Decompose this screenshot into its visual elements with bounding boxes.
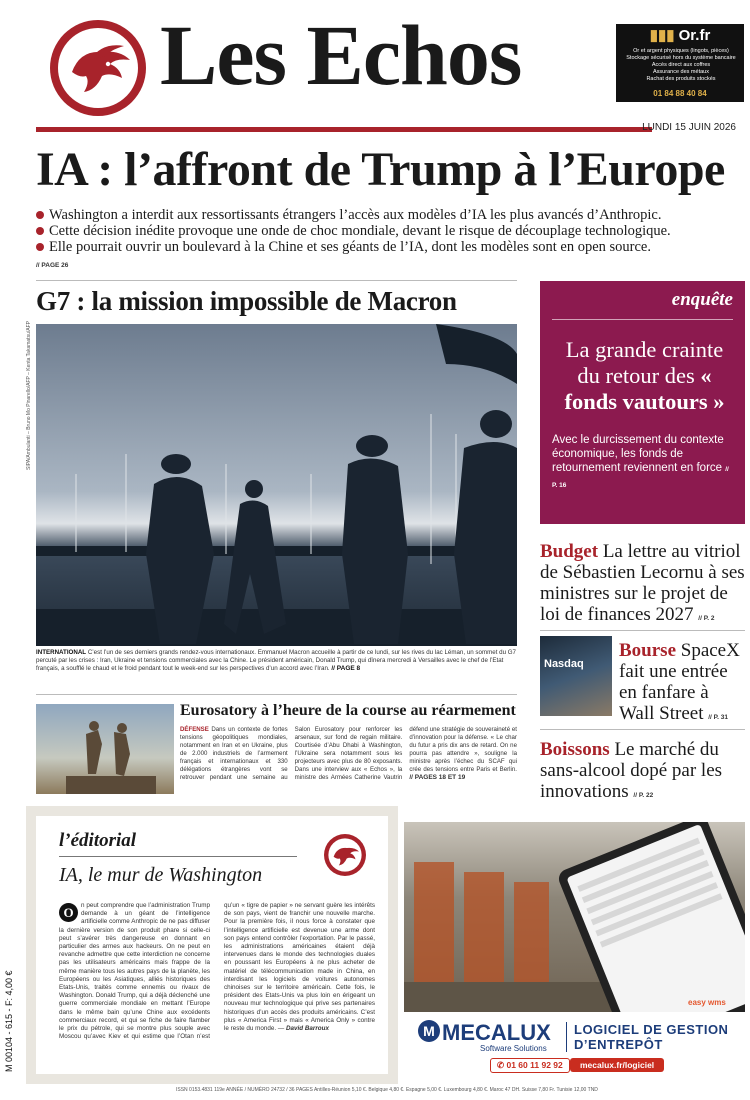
- editorial-body: O n peut comprendre que l’administration Trump demande à un géant de l’intelligence artificielle comme Anthropic de ne pas diffuser la dernière version de son produit phare si celle-ci peut s’avérer très dangereuse en donnant en particulier des armes aux hackeurs. On ne peut en revanche admettre que cette interdiction ne concerne pas les utilisateurs américains mais frappe de la même manière tous les autres pays de la planète, les Européens ou les Asiatiques, alliés historiques des Etats-Unis, traités comme ennemis ou rivaux de Washington. Donald Trump, qui a déjà déclenché une guerre commerciale mondiale en mettant l’Europe dans le même bain qu’une Chine aux excédents commerciaux record, et qui se fiche de faire flamber le prix du pétrole, qui se montre plus souple avec Moscou qu’avec Kiev et qui estime que l’Otan n’est qu’un « tigre de papier » ne servant guère les intérêts de son pays, vient de franchir une nouvelle marche. Pour la première fois, il nous force à constater que l’intelligence artificielle est devenue une arme dont son pays entend contrôler l’exportation. Par le passé, les administrations américaines étaient déjà intervenues dans le monde des technologies duales en poussant les Européens à ne plus acheter de matériel de télécommunication made in China, en interdisant les logiciels de voitures autonomes chinoises sur le territoire américain. Cette fois, le président des Etats-Unis va plus loin en érigeant un nouveau mur technologique qui prive ses partenaires historiques d’un accès des produits américains. C’est plus « America First » mais « America Only » contre le reste du monde. — David Barroux: [59, 902, 375, 1041]
- masthead-title[interactable]: Les Echos: [160, 7, 522, 103]
- soldiers-statue-icon: [36, 704, 174, 794]
- brief-text: La lettre au vitriol de Sébastien Lecornu à ses ministres sur le projet de loi de finances 2027: [540, 541, 745, 625]
- warehouse-photo: [404, 822, 745, 1012]
- mecalux-phone[interactable]: ✆ 01 60 11 92 92: [490, 1058, 570, 1073]
- lead-headline[interactable]: IA : l’affront de Trump à l’Europe: [36, 143, 725, 196]
- silhouettes-photo-icon: [36, 324, 517, 646]
- lead-page-ref[interactable]: // PAGE 26: [36, 262, 69, 269]
- barcode-text: M 00104 - 615 - F: 4,00 €: [4, 970, 14, 1072]
- g7-title[interactable]: G7 : la mission impossible de Macron: [36, 286, 457, 316]
- enquete-page-ref[interactable]: // P. 16: [552, 466, 729, 489]
- euro-kicker: DÉFENSE: [180, 726, 209, 733]
- les-echos-logo-seal: [50, 20, 146, 116]
- mecalux-logo: M MECALUX: [418, 1020, 551, 1046]
- or-fr-phone: 01 84 88 40 84: [653, 89, 707, 98]
- or-fr-brand: ▮▮▮ Or.fr: [649, 27, 711, 44]
- ad-list-item: Stockage sécurisé hors du système bancaire: [626, 55, 736, 61]
- mecalux-m-icon: M: [418, 1020, 440, 1042]
- eurosatory-photo[interactable]: [36, 704, 174, 794]
- enquete-box[interactable]: [540, 281, 745, 524]
- bourse-brief[interactable]: [619, 640, 745, 728]
- brief-text: Le marché du sans-alcool dopé par les innovations: [540, 739, 723, 802]
- footer-line: ISSN 0153.4831 119e ANNÉE / NUMÉRO 24732 / 36 PAGES Antilles-Réunion 5,10 €. Belgique 4,80 €. Espagne 5,00 €. Luxembourg 4,80 €. Maroc 47 DH. Suisse 7,80 Fr. Tunisie 12,00 TND: [176, 1087, 598, 1093]
- editorial-box[interactable]: [36, 816, 388, 1074]
- boissons-brief[interactable]: [540, 739, 745, 806]
- mecalux-ad[interactable]: [404, 822, 745, 1078]
- brief-text: SpaceX fait une entrée en fanfare à Wall Street: [619, 640, 740, 724]
- editorial-kicker: l’éditorial: [59, 830, 137, 851]
- enquete-rule: [552, 319, 733, 320]
- editorial-author: David Barroux: [285, 1025, 329, 1033]
- lead-bullets: [36, 207, 736, 255]
- caption-kicker: INTERNATIONAL: [36, 649, 87, 656]
- ad-list-item: Accès direct aux coffres: [651, 62, 711, 68]
- g7-page-ref[interactable]: // PAGE 8: [331, 665, 361, 672]
- editorial-rule: [59, 856, 297, 857]
- brief-kicker: Bourse: [619, 640, 676, 661]
- mecalux-url[interactable]: mecalux.fr/logiciel: [570, 1058, 664, 1072]
- eurosatory-body: [180, 726, 517, 782]
- enquete-kicker: enquête: [671, 289, 733, 310]
- brief-page-ref[interactable]: // P. 22: [633, 792, 654, 799]
- nasdaq-photo[interactable]: [540, 636, 612, 716]
- lead-bullet: Elle pourrait ouvrir un boulevard à la Chine et ses géants de l’IA, dont les modèles sont en open source.: [36, 239, 736, 255]
- caption-text: C’est l’un de ses derniers grands rendez-vous internationaux. Emmanuel Macron accueille à partir de ce lundi, sur les rives du lac Léman, un sommet du G7 percuté par les crises : Iran, Ukraine et tensions commerciales avec la Chine. Le président américain, Donald Trump, qui dînera mercredi à Versailles avec le chef de l’Etat français, a soufflé le chaud et le froid pendant tout le week-end sur les perspectives d’un accord avec l’Iran.: [36, 649, 516, 672]
- hermes-logo-icon: [50, 20, 146, 116]
- or-fr-ad[interactable]: [616, 24, 744, 102]
- ad-list-item: Rachat des produits stockés: [646, 76, 716, 82]
- g7-photo[interactable]: [36, 324, 517, 646]
- lead-bullet: Cette décision inédite provoque une onde de choc mondiale, devant le risque de découplage technologique.: [36, 223, 736, 239]
- divider: [540, 729, 745, 730]
- euro-text: Dans un contexte de fortes tensions géopolitiques mondiales, notamment en Iran et en Ukraine, plus de 2.000 industriels de l’armement français et internationaux et 330 délégations étrangères vont se retrouver pendant une semaine au Salon Eurosatory pour renforcer les arsenaux, sur fond de regain militaire. Courtisée d’Abu Dhabi à Washington, l’Ukraine sera notamment sous les projecteurs avec plus de 80 exposants. Dans une interview aux « Echos », la ministre des Armées Catherine Vautrin défend une stratégie de souveraineté et d’innovation pour la défense. « Le char du futur a pris dix ans de retard. On ne pourra pas attendre », souligne la ministre après l’échec du SCAF qui crée des tensions entre Paris et Berlin.: [180, 726, 517, 781]
- easy-wms-label: easy wms: [688, 998, 726, 1007]
- issue-date: LUNDI 15 JUIN 2026: [642, 122, 736, 133]
- lead-bullet: Washington a interdit aux ressortissants étrangers l’accès aux modèles d’IA les plus avancés d’Anthropic.: [36, 207, 736, 223]
- divider: [540, 630, 745, 631]
- phone-icon: ✆: [497, 1060, 507, 1070]
- or-fr-ad-list: [622, 48, 740, 83]
- mecalux-divider: [566, 1022, 567, 1052]
- hermes-logo-icon: [324, 834, 366, 876]
- divider: [36, 280, 517, 281]
- brief-page-ref[interactable]: // P. 31: [708, 714, 728, 721]
- euro-page-ref[interactable]: // PAGES 18 ET 19: [409, 774, 466, 781]
- divider: [36, 694, 517, 695]
- mecalux-claim: LOGICIEL DE GESTION D’ENTREPÔT: [574, 1022, 729, 1052]
- enquete-title: La grande crainte du retour des « fonds vautours »: [564, 337, 725, 414]
- gold-bars-icon: ▮▮▮: [649, 27, 679, 44]
- nasdaq-sign: Nasdaq: [544, 658, 584, 670]
- ad-list-item: Or et argent physiques (lingots, pièces): [633, 48, 729, 54]
- editorial-title: IA, le mur de Washington: [59, 864, 263, 886]
- brief-kicker: Boissons: [540, 739, 610, 760]
- editorial-dropcap: O: [59, 903, 78, 922]
- budget-brief[interactable]: [540, 541, 745, 629]
- photo-credit: SIPA/Ambulanti – Bruno Mo Pinarello/AFP – Kenta Takamatsu/AFP: [26, 321, 32, 470]
- masthead-rule: [36, 127, 652, 132]
- brief-kicker: Budget: [540, 541, 599, 562]
- editorial-seal: [324, 834, 366, 876]
- warehouse-tablet-icon: [404, 822, 745, 1012]
- g7-caption: [36, 649, 517, 673]
- eurosatory-title[interactable]: Eurosatory à l’heure de la course au réarmement: [180, 702, 516, 719]
- mecalux-tagline: Software Solutions: [480, 1044, 547, 1053]
- enquete-text: Avec le durcissement du contexte économique, les fonds de retournement reviennent en force // P. 16: [552, 434, 729, 489]
- brief-page-ref[interactable]: // P. 2: [698, 615, 715, 622]
- ad-list-item: Assurance des métaux: [653, 69, 709, 75]
